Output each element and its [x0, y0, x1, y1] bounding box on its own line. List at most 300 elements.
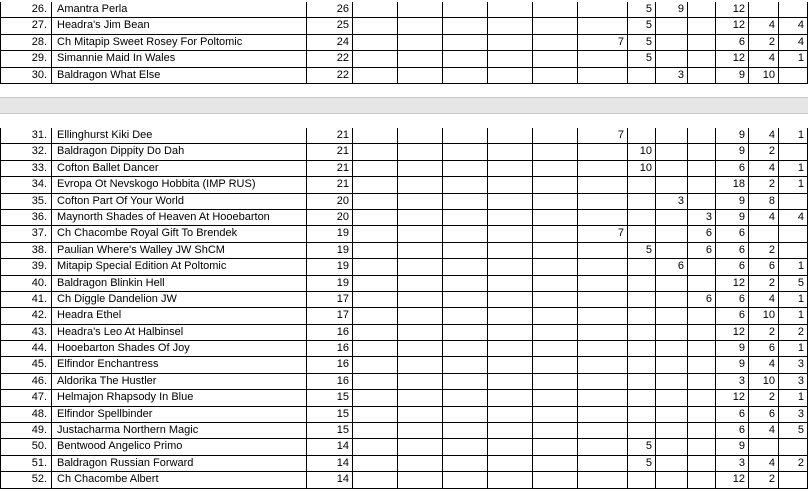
points-cell[interactable]: 1 [779, 292, 808, 307]
points-cell[interactable] [488, 226, 533, 241]
points-cell[interactable] [353, 210, 398, 225]
points-cell[interactable]: 9 [716, 341, 749, 356]
points-cell[interactable] [688, 341, 716, 356]
points-cell[interactable] [628, 210, 656, 225]
points-cell[interactable] [656, 243, 688, 258]
dog-name-cell[interactable]: Headra's Leo At Halbinsel [52, 325, 307, 340]
points-cell[interactable]: 5 [779, 276, 808, 291]
points-cell[interactable]: 3 [656, 68, 688, 83]
rank-cell[interactable]: 29. [0, 51, 52, 66]
rank-cell[interactable]: 47. [0, 390, 52, 405]
points-cell[interactable] [533, 194, 578, 209]
points-cell[interactable] [578, 177, 628, 192]
points-cell[interactable] [443, 35, 488, 50]
dog-name-cell[interactable]: Ch Mitapip Sweet Rosey For Poltomic [52, 35, 307, 50]
points-cell[interactable] [628, 407, 656, 422]
points-cell[interactable] [533, 2, 578, 17]
points-cell[interactable] [353, 51, 398, 66]
points-cell[interactable] [628, 423, 656, 438]
points-cell[interactable] [656, 472, 688, 487]
dog-name-cell[interactable]: Ch Diggle Dandelion JW [52, 292, 307, 307]
points-cell[interactable]: 9 [716, 357, 749, 372]
total-points-cell[interactable]: 21 [307, 128, 353, 143]
total-points-cell[interactable]: 21 [307, 177, 353, 192]
rank-cell[interactable]: 34. [0, 177, 52, 192]
points-cell[interactable] [688, 439, 716, 454]
points-cell[interactable]: 2 [749, 276, 779, 291]
rank-cell[interactable]: 52. [0, 472, 52, 487]
points-cell[interactable]: 2 [749, 144, 779, 159]
points-cell[interactable]: 1 [779, 259, 808, 274]
points-cell[interactable] [488, 177, 533, 192]
points-cell[interactable] [533, 144, 578, 159]
points-cell[interactable]: 9 [716, 194, 749, 209]
points-cell[interactable]: 6 [749, 407, 779, 422]
points-cell[interactable]: 5 [628, 456, 656, 471]
points-cell[interactable] [488, 194, 533, 209]
points-cell[interactable] [488, 144, 533, 159]
points-cell[interactable] [353, 472, 398, 487]
points-cell[interactable] [656, 456, 688, 471]
points-cell[interactable]: 7 [578, 128, 628, 143]
points-cell[interactable] [353, 128, 398, 143]
points-cell[interactable] [443, 439, 488, 454]
total-points-cell[interactable]: 14 [307, 472, 353, 487]
total-points-cell[interactable]: 21 [307, 161, 353, 176]
points-cell[interactable]: 1 [779, 51, 808, 66]
points-cell[interactable] [443, 128, 488, 143]
dog-name-cell[interactable]: Elfindor Spellbinder [52, 407, 307, 422]
rank-cell[interactable]: 41. [0, 292, 52, 307]
points-cell[interactable] [628, 68, 656, 83]
points-cell[interactable] [398, 161, 443, 176]
rank-cell[interactable]: 30. [0, 68, 52, 83]
points-cell[interactable] [488, 357, 533, 372]
points-cell[interactable] [353, 68, 398, 83]
points-cell[interactable] [398, 226, 443, 241]
points-cell[interactable] [398, 407, 443, 422]
points-cell[interactable]: 2 [779, 456, 808, 471]
points-cell[interactable]: 9 [716, 128, 749, 143]
rank-cell[interactable]: 35. [0, 194, 52, 209]
rank-cell[interactable]: 26. [0, 2, 52, 17]
points-cell[interactable] [779, 68, 808, 83]
points-cell[interactable]: 9 [716, 210, 749, 225]
points-cell[interactable] [533, 292, 578, 307]
rank-cell[interactable]: 49. [0, 423, 52, 438]
points-cell[interactable] [353, 259, 398, 274]
points-cell[interactable]: 2 [749, 472, 779, 487]
points-cell[interactable] [398, 35, 443, 50]
points-cell[interactable] [533, 407, 578, 422]
points-cell[interactable] [398, 243, 443, 258]
points-cell[interactable] [353, 35, 398, 50]
dog-name-cell[interactable]: Baldragon Blinkin Hell [52, 276, 307, 291]
points-cell[interactable] [488, 51, 533, 66]
points-cell[interactable] [488, 341, 533, 356]
points-cell[interactable]: 4 [749, 128, 779, 143]
dog-name-cell[interactable]: Paulian Where's Walley JW ShCM [52, 243, 307, 258]
points-cell[interactable] [688, 161, 716, 176]
points-cell[interactable] [533, 308, 578, 323]
points-cell[interactable]: 1 [779, 390, 808, 405]
dog-name-cell[interactable]: Ellinghurst Kiki Dee [52, 128, 307, 143]
points-cell[interactable] [656, 177, 688, 192]
points-cell[interactable] [353, 308, 398, 323]
points-cell[interactable] [533, 357, 578, 372]
points-cell[interactable] [488, 390, 533, 405]
points-cell[interactable]: 4 [749, 357, 779, 372]
points-cell[interactable] [398, 456, 443, 471]
points-cell[interactable]: 6 [749, 259, 779, 274]
points-cell[interactable] [533, 390, 578, 405]
points-cell[interactable]: 3 [779, 357, 808, 372]
points-cell[interactable]: 6 [716, 423, 749, 438]
points-cell[interactable] [779, 472, 808, 487]
rank-cell[interactable]: 42. [0, 308, 52, 323]
points-cell[interactable] [353, 423, 398, 438]
points-cell[interactable] [628, 357, 656, 372]
points-cell[interactable] [398, 194, 443, 209]
points-cell[interactable] [398, 276, 443, 291]
dog-name-cell[interactable]: Cofton Ballet Dancer [52, 161, 307, 176]
points-cell[interactable]: 6 [716, 308, 749, 323]
points-cell[interactable] [398, 357, 443, 372]
points-cell[interactable]: 4 [749, 51, 779, 66]
rank-cell[interactable]: 50. [0, 439, 52, 454]
points-cell[interactable] [688, 276, 716, 291]
total-points-cell[interactable]: 19 [307, 276, 353, 291]
dog-name-cell[interactable]: Mitapip Special Edition At Poltomic [52, 259, 307, 274]
points-cell[interactable] [488, 292, 533, 307]
points-cell[interactable] [656, 390, 688, 405]
points-cell[interactable] [533, 177, 578, 192]
points-cell[interactable] [688, 423, 716, 438]
points-cell[interactable] [749, 2, 779, 17]
rank-cell[interactable]: 32. [0, 144, 52, 159]
points-cell[interactable] [533, 472, 578, 487]
points-cell[interactable]: 6 [716, 161, 749, 176]
points-cell[interactable] [578, 325, 628, 340]
points-cell[interactable]: 1 [779, 128, 808, 143]
points-cell[interactable] [533, 51, 578, 66]
total-points-cell[interactable]: 25 [307, 18, 353, 33]
points-cell[interactable] [443, 407, 488, 422]
points-cell[interactable]: 6 [656, 259, 688, 274]
points-cell[interactable] [749, 226, 779, 241]
dog-name-cell[interactable]: Elfindor Enchantress [52, 357, 307, 372]
points-cell[interactable] [353, 292, 398, 307]
points-cell[interactable] [533, 341, 578, 356]
dog-name-cell[interactable]: Cofton Part Of Your World [52, 194, 307, 209]
points-cell[interactable] [656, 357, 688, 372]
rank-cell[interactable]: 36. [0, 210, 52, 225]
points-cell[interactable] [488, 439, 533, 454]
points-cell[interactable]: 5 [628, 2, 656, 17]
points-cell[interactable] [398, 439, 443, 454]
points-cell[interactable]: 2 [779, 325, 808, 340]
points-cell[interactable]: 1 [779, 161, 808, 176]
points-cell[interactable]: 12 [716, 2, 749, 17]
points-cell[interactable] [779, 2, 808, 17]
points-cell[interactable] [398, 177, 443, 192]
points-cell[interactable] [488, 2, 533, 17]
points-cell[interactable] [533, 243, 578, 258]
points-cell[interactable] [443, 472, 488, 487]
points-cell[interactable]: 6 [716, 292, 749, 307]
points-cell[interactable] [779, 226, 808, 241]
points-cell[interactable] [656, 226, 688, 241]
points-cell[interactable]: 2 [749, 325, 779, 340]
points-cell[interactable] [656, 51, 688, 66]
points-cell[interactable] [533, 439, 578, 454]
points-cell[interactable]: 6 [688, 243, 716, 258]
points-cell[interactable] [398, 308, 443, 323]
points-cell[interactable]: 6 [716, 243, 749, 258]
rank-cell[interactable]: 45. [0, 357, 52, 372]
dog-name-cell[interactable]: Evropa Ot Nevskogo Hobbita (IMP RUS) [52, 177, 307, 192]
points-cell[interactable] [578, 194, 628, 209]
points-cell[interactable]: 6 [716, 407, 749, 422]
total-points-cell[interactable]: 20 [307, 194, 353, 209]
points-cell[interactable] [443, 357, 488, 372]
points-cell[interactable] [533, 35, 578, 50]
points-cell[interactable] [443, 259, 488, 274]
points-cell[interactable]: 9 [716, 144, 749, 159]
rank-cell[interactable]: 38. [0, 243, 52, 258]
points-cell[interactable] [578, 439, 628, 454]
points-cell[interactable] [779, 243, 808, 258]
points-cell[interactable] [578, 161, 628, 176]
points-cell[interactable] [656, 35, 688, 50]
points-cell[interactable] [656, 341, 688, 356]
points-cell[interactable]: 6 [688, 292, 716, 307]
points-cell[interactable] [353, 390, 398, 405]
points-cell[interactable] [533, 226, 578, 241]
points-cell[interactable] [488, 243, 533, 258]
total-points-cell[interactable]: 15 [307, 423, 353, 438]
points-cell[interactable] [688, 194, 716, 209]
points-cell[interactable] [398, 18, 443, 33]
total-points-cell[interactable]: 16 [307, 325, 353, 340]
points-cell[interactable] [353, 374, 398, 389]
points-cell[interactable] [628, 226, 656, 241]
points-cell[interactable] [398, 259, 443, 274]
rank-cell[interactable]: 44. [0, 341, 52, 356]
points-cell[interactable] [578, 390, 628, 405]
points-cell[interactable] [688, 374, 716, 389]
rank-cell[interactable]: 37. [0, 226, 52, 241]
points-cell[interactable]: 3 [716, 456, 749, 471]
points-cell[interactable] [398, 2, 443, 17]
points-cell[interactable] [656, 128, 688, 143]
points-cell[interactable] [443, 18, 488, 33]
total-points-cell[interactable]: 26 [307, 2, 353, 17]
points-cell[interactable]: 4 [779, 18, 808, 33]
dog-name-cell[interactable]: Bentwood Angelico Primo [52, 439, 307, 454]
points-cell[interactable]: 9 [716, 439, 749, 454]
points-cell[interactable] [533, 210, 578, 225]
points-cell[interactable] [779, 439, 808, 454]
points-cell[interactable] [779, 144, 808, 159]
dog-name-cell[interactable]: Hooebarton Shades Of Joy [52, 341, 307, 356]
points-cell[interactable] [398, 68, 443, 83]
points-cell[interactable] [353, 341, 398, 356]
points-cell[interactable] [578, 292, 628, 307]
points-cell[interactable] [398, 472, 443, 487]
points-cell[interactable] [656, 407, 688, 422]
points-cell[interactable] [578, 423, 628, 438]
points-cell[interactable]: 6 [749, 341, 779, 356]
points-cell[interactable] [443, 144, 488, 159]
points-cell[interactable] [688, 308, 716, 323]
points-cell[interactable]: 12 [716, 51, 749, 66]
dog-name-cell[interactable]: Maynorth Shades of Heaven At Hooebarton [52, 210, 307, 225]
points-cell[interactable] [443, 308, 488, 323]
points-cell[interactable] [656, 439, 688, 454]
points-cell[interactable] [688, 177, 716, 192]
points-cell[interactable] [488, 472, 533, 487]
rank-cell[interactable]: 48. [0, 407, 52, 422]
points-cell[interactable] [353, 243, 398, 258]
points-cell[interactable]: 5 [628, 51, 656, 66]
total-points-cell[interactable]: 16 [307, 341, 353, 356]
points-cell[interactable] [398, 292, 443, 307]
points-cell[interactable] [443, 456, 488, 471]
points-cell[interactable] [353, 276, 398, 291]
points-cell[interactable] [628, 276, 656, 291]
points-cell[interactable] [398, 128, 443, 143]
points-cell[interactable] [398, 423, 443, 438]
points-cell[interactable] [353, 456, 398, 471]
points-cell[interactable] [533, 161, 578, 176]
points-cell[interactable]: 2 [749, 35, 779, 50]
points-cell[interactable] [488, 259, 533, 274]
points-cell[interactable] [398, 325, 443, 340]
points-cell[interactable] [488, 456, 533, 471]
points-cell[interactable] [398, 341, 443, 356]
points-cell[interactable] [656, 161, 688, 176]
points-cell[interactable] [656, 210, 688, 225]
points-cell[interactable] [353, 439, 398, 454]
points-cell[interactable] [443, 341, 488, 356]
points-cell[interactable] [578, 18, 628, 33]
points-cell[interactable] [488, 276, 533, 291]
rank-cell[interactable]: 27. [0, 18, 52, 33]
points-cell[interactable] [628, 341, 656, 356]
total-points-cell[interactable]: 15 [307, 390, 353, 405]
points-cell[interactable]: 9 [656, 2, 688, 17]
dog-name-cell[interactable]: Aldorika The Hustler [52, 374, 307, 389]
points-cell[interactable] [628, 194, 656, 209]
points-cell[interactable] [443, 68, 488, 83]
points-cell[interactable] [488, 374, 533, 389]
points-cell[interactable] [353, 161, 398, 176]
points-cell[interactable] [688, 35, 716, 50]
points-cell[interactable]: 4 [749, 161, 779, 176]
points-cell[interactable]: 7 [578, 35, 628, 50]
points-cell[interactable] [578, 276, 628, 291]
points-cell[interactable] [688, 472, 716, 487]
points-cell[interactable] [578, 68, 628, 83]
points-cell[interactable]: 12 [716, 18, 749, 33]
points-cell[interactable] [688, 128, 716, 143]
points-cell[interactable] [443, 161, 488, 176]
points-cell[interactable] [488, 407, 533, 422]
points-cell[interactable] [628, 128, 656, 143]
points-cell[interactable] [578, 456, 628, 471]
dog-name-cell[interactable]: Headra Ethel [52, 308, 307, 323]
points-cell[interactable] [688, 456, 716, 471]
points-cell[interactable] [533, 68, 578, 83]
points-cell[interactable] [353, 325, 398, 340]
points-cell[interactable] [443, 177, 488, 192]
points-cell[interactable]: 2 [749, 177, 779, 192]
rank-cell[interactable]: 33. [0, 161, 52, 176]
points-cell[interactable]: 12 [716, 325, 749, 340]
points-cell[interactable] [398, 144, 443, 159]
total-points-cell[interactable]: 16 [307, 357, 353, 372]
points-cell[interactable]: 4 [749, 456, 779, 471]
points-cell[interactable] [578, 259, 628, 274]
points-cell[interactable] [688, 2, 716, 17]
points-cell[interactable]: 3 [779, 374, 808, 389]
points-cell[interactable]: 4 [779, 35, 808, 50]
total-points-cell[interactable]: 17 [307, 292, 353, 307]
points-cell[interactable] [779, 194, 808, 209]
points-cell[interactable]: 3 [716, 374, 749, 389]
points-cell[interactable]: 2 [749, 390, 779, 405]
rank-cell[interactable]: 43. [0, 325, 52, 340]
points-cell[interactable] [488, 35, 533, 50]
points-cell[interactable] [488, 161, 533, 176]
points-cell[interactable] [578, 51, 628, 66]
points-cell[interactable]: 3 [656, 194, 688, 209]
points-cell[interactable] [628, 177, 656, 192]
points-cell[interactable]: 2 [749, 243, 779, 258]
points-cell[interactable] [488, 325, 533, 340]
points-cell[interactable] [443, 423, 488, 438]
points-cell[interactable] [488, 128, 533, 143]
points-cell[interactable] [628, 292, 656, 307]
points-cell[interactable] [628, 390, 656, 405]
points-cell[interactable] [688, 144, 716, 159]
points-cell[interactable] [398, 51, 443, 66]
points-cell[interactable]: 7 [578, 226, 628, 241]
points-cell[interactable] [443, 226, 488, 241]
points-cell[interactable] [533, 18, 578, 33]
points-cell[interactable] [578, 407, 628, 422]
points-cell[interactable]: 12 [716, 276, 749, 291]
dog-name-cell[interactable]: Ch Chacombe Royal Gift To Brendek [52, 226, 307, 241]
points-cell[interactable] [656, 276, 688, 291]
points-cell[interactable] [578, 472, 628, 487]
points-cell[interactable]: 5 [628, 18, 656, 33]
points-cell[interactable] [353, 18, 398, 33]
total-points-cell[interactable]: 14 [307, 456, 353, 471]
points-cell[interactable] [688, 259, 716, 274]
total-points-cell[interactable]: 17 [307, 308, 353, 323]
points-cell[interactable] [656, 292, 688, 307]
points-cell[interactable] [628, 308, 656, 323]
points-cell[interactable] [656, 144, 688, 159]
points-cell[interactable] [688, 325, 716, 340]
dog-name-cell[interactable]: Simannie Maid In Wales [52, 51, 307, 66]
points-cell[interactable] [443, 51, 488, 66]
points-cell[interactable] [533, 259, 578, 274]
points-cell[interactable] [578, 144, 628, 159]
points-cell[interactable] [688, 357, 716, 372]
